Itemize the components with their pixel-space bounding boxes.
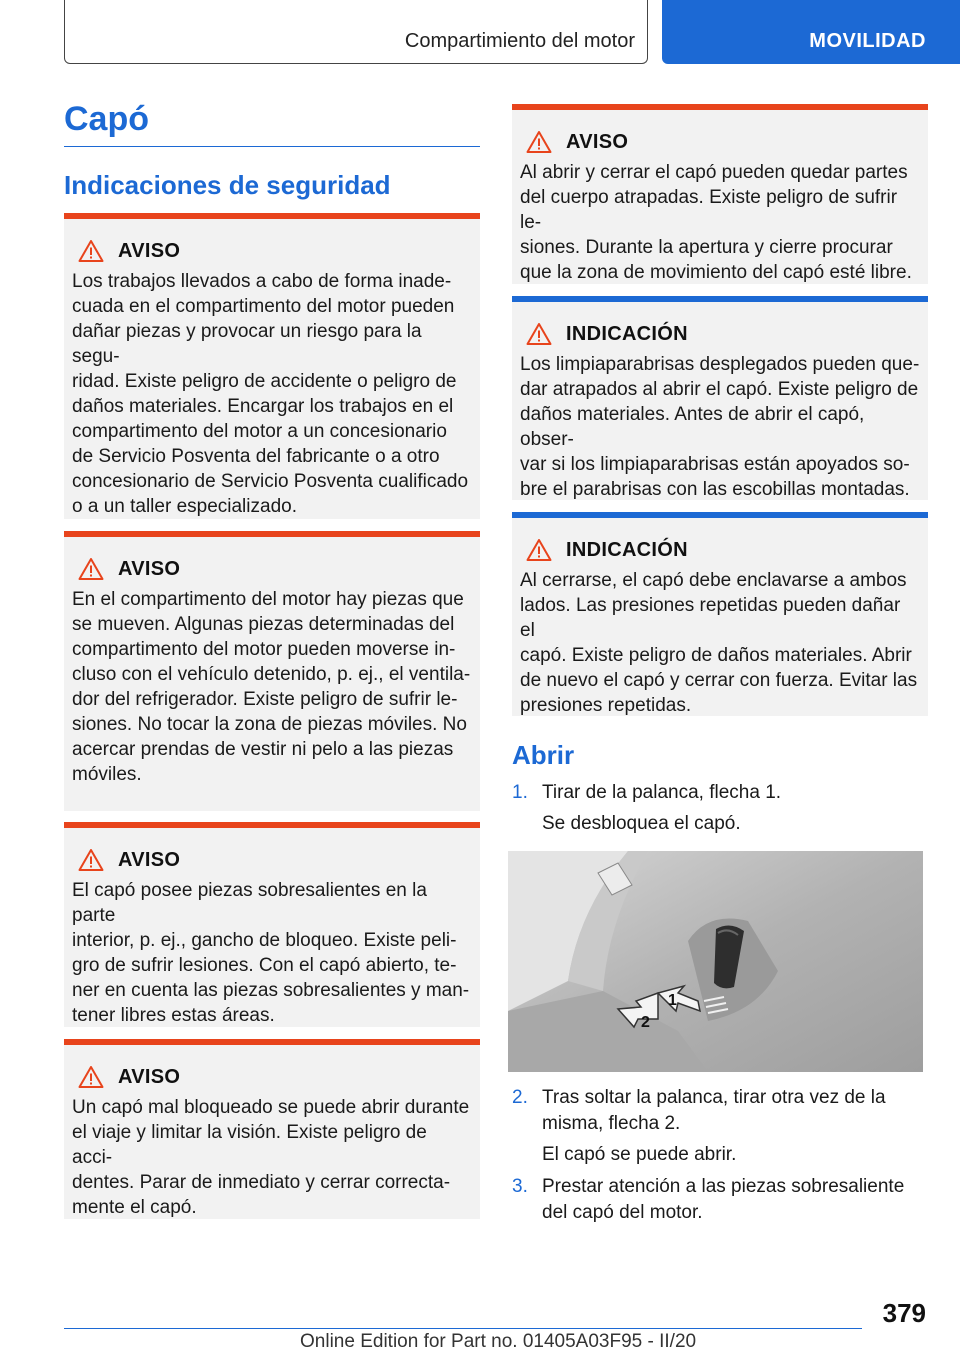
notice-text: Los limpiaparabrisas desplegados pueden que‐ dar atrapados al abrir el capó. Existe peligro de daños materiales. Antes de abrir el capó, obser‐ var si los limpiaparabrisas están apoyados so‐ bre el parabrisas con las escobillas montadas. <box>520 354 920 500</box>
warning-triangle-icon <box>78 557 104 581</box>
footer-edition: Online Edition for Part no. 01405A03F95 - II/20 <box>300 1331 697 1352</box>
warning-box <box>64 1039 480 1219</box>
step-text: Tras soltar la palanca, tirar otra vez de la misma, flecha 2. <box>542 1087 886 1134</box>
warning-text: Los trabajos llevados a cabo de forma inade‐ cuada en el compartimento del motor pueden dañar piezas y provocar un riesgo para la segu‐ ridad. Existe peligro de accidente o peligro de daños materiales. Encargar los trabajos en el compartimento del motor a un concesionario de Servicio Posventa del fabricante o a otro concesionario de Servicio Posventa cualificado o a un taller especializado. <box>72 271 469 517</box>
arrow-label-1: 1 <box>668 992 677 1009</box>
step-note: El capó se puede abrir. <box>542 1144 737 1165</box>
hood-release-lever-illustration <box>508 851 923 1072</box>
header-section-title: Compartimiento del motor <box>404 30 635 52</box>
step-note: Se desbloquea el capó. <box>542 813 741 834</box>
footer-divider <box>64 1328 862 1329</box>
step-number: 2. <box>512 1087 528 1108</box>
warning-label: AVISO <box>118 557 181 580</box>
step-item <box>512 1174 922 1226</box>
page-number: 379 <box>882 1298 926 1328</box>
header-section-tab <box>64 0 648 64</box>
warning-label: AVISO <box>118 848 181 871</box>
page-title: Capó <box>64 100 149 138</box>
warning-box <box>64 213 480 519</box>
warning-box <box>512 104 928 284</box>
step-item <box>512 780 922 806</box>
warning-text: Un capó mal bloqueado se puede abrir durante el viaje y limitar la visión. Existe peligro de acci‐ dentes. Parar de inmediato y cerrar correcta‐ mente el capó. <box>72 1097 470 1218</box>
notice-box <box>512 296 928 500</box>
notice-label: INDICACIÓN <box>566 322 688 345</box>
warning-text: En el compartimento del motor hay piezas que se mueven. Algunas piezas determinadas del compartimento del motor pueden moverse in‐ cluso con el vehículo detenido, p. ej., el ventila‐ dor del refrigerador. Existe peligro de sufrir le‐ siones. No tocar la zona de piezas móviles. No acercar prendas de vestir ni pelo a las piezas móviles. <box>72 589 471 785</box>
warning-triangle-icon <box>78 848 104 872</box>
warning-box <box>64 531 480 811</box>
warning-label: AVISO <box>118 1065 181 1088</box>
warning-triangle-icon <box>78 1065 104 1089</box>
step-text: Tirar de la palanca, flecha 1. <box>542 782 782 803</box>
notice-text: Al cerrarse, el capó debe enclavarse a ambos lados. Las presiones repetidas pueden dañar el capó. Existe peligro de daños materiales. Abrir de nuevo el capó y cerrar con fuerza. Evitar las presiones repetidas. <box>520 570 918 716</box>
warning-triangle-icon <box>526 322 552 346</box>
warning-label: AVISO <box>118 239 181 262</box>
step-number: 1. <box>512 782 528 803</box>
header-chapter-tab <box>662 0 960 64</box>
warning-triangle-icon <box>78 239 104 263</box>
step-number: 3. <box>512 1176 528 1197</box>
title-divider <box>64 146 480 147</box>
step-text: Prestar atención a las piezas sobresaliente del capó del motor. <box>542 1176 905 1223</box>
section-subtitle: Indicaciones de seguridad <box>64 170 391 200</box>
notice-box <box>512 512 928 716</box>
warning-box <box>64 822 480 1027</box>
header-chapter-title: MOVILIDAD <box>809 30 926 52</box>
arrow-label-2: 2 <box>641 1014 650 1031</box>
step-item <box>512 1085 922 1137</box>
warning-triangle-icon <box>526 130 552 154</box>
section-title-abrir: Abrir <box>512 740 575 770</box>
hood-release-lever-image <box>508 851 923 1072</box>
warning-text: El capó posee piezas sobresalientes en la parte interior, p. ej., gancho de bloqueo. Existe peli‐ gro de sufrir lesiones. Con el capó abierto, te‐ ner en cuenta las piezas sobresalientes y man‐ tener libres estas áreas. <box>72 880 470 1026</box>
warning-text: Al abrir y cerrar el capó pueden quedar partes del cuerpo atrapadas. Existe peligro de sufrir le‐ siones. Durante la apertura y cierre procurar que la zona de movimiento del capó esté libre. <box>520 162 912 283</box>
warning-label: AVISO <box>566 130 629 153</box>
notice-label: INDICACIÓN <box>566 538 688 561</box>
warning-triangle-icon <box>526 538 552 562</box>
